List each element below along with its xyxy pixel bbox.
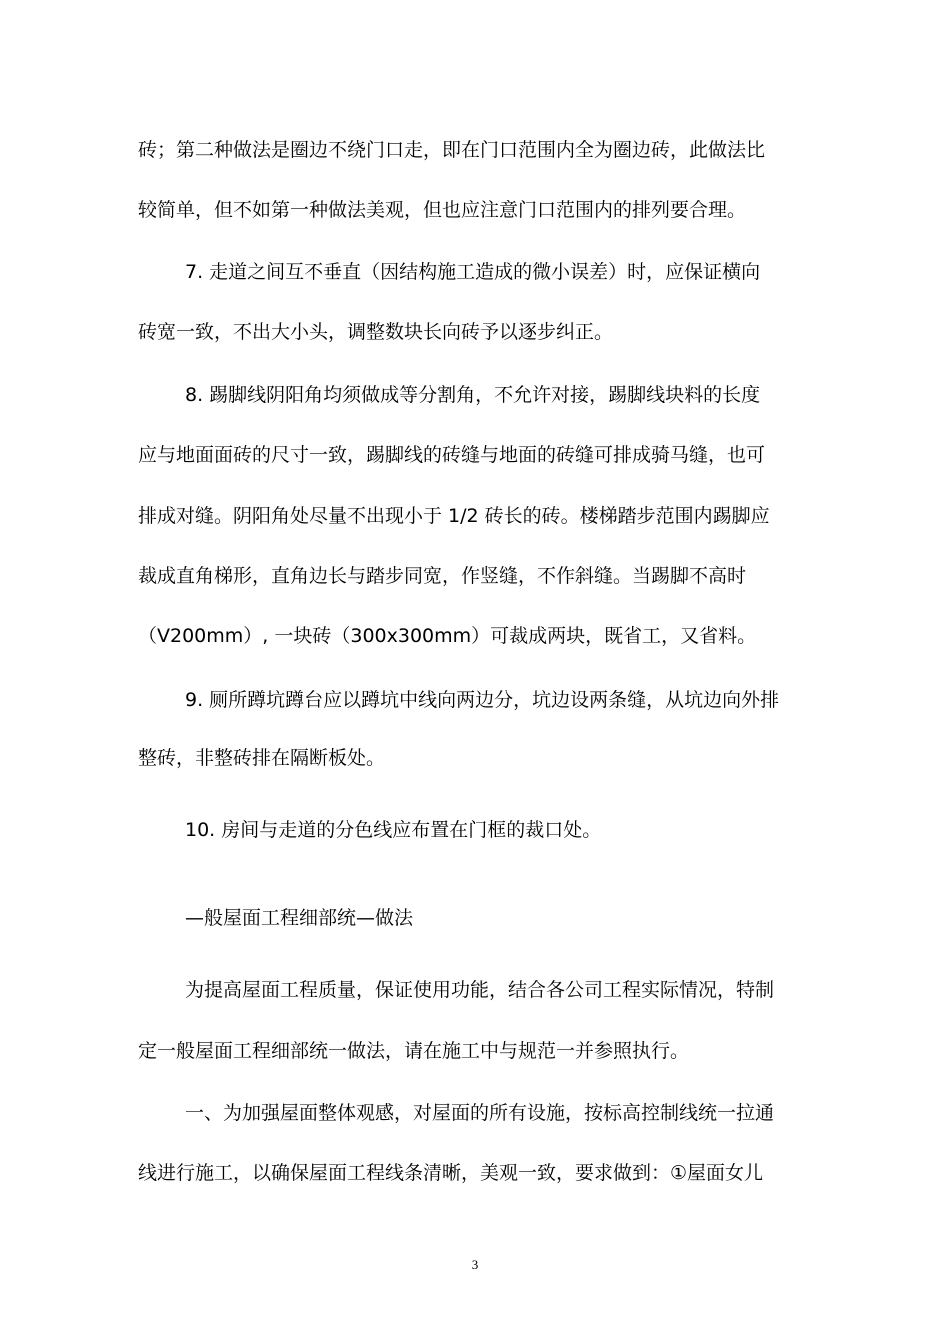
text-line: 8. 踢脚线阴阳角均须做成等分割角，不允许对接，踢脚线块料的长度: [185, 384, 761, 406]
text-line: 裁成直角梯形，直角边长与踏步同宽，作竖缝，不作斜缝。当踢脚不高时: [138, 565, 747, 587]
page-number: 3: [471, 1257, 479, 1272]
text-line: 应与地面面砖的尺寸一致，踢脚线的砖缝与地面的砖缝可排成骑马缝，也可: [138, 444, 766, 466]
text-line: 线进行施工，以确保屋面工程线条清晰，美观一致，要求做到：①屋面女儿: [138, 1162, 764, 1184]
text-line: 定一般屋面工程细部统一做法，请在施工中与规范一并参照执行。: [138, 1040, 690, 1062]
text-line: 为提高屋面工程质量，保证使用功能，结合各公司工程实际情况，特制: [185, 979, 775, 1001]
text-line: 砖宽一致，不出大小头，调整数块长向砖予以逐步纠正。: [138, 321, 614, 343]
text-line: 砖；第二种做法是圈边不绕门口走，即在门口范围内全为圈边砖，此做法比: [138, 139, 766, 161]
text-line: 一、为加强屋面整体观感，对屋面的所有设施，按标高控制线统一拉通: [185, 1102, 775, 1124]
text-line: 9. 厕所蹲坑蹲台应以蹲坑中线向两边分，坑边设两条缝，从坑边向外排: [185, 689, 780, 711]
text-line: （V200mm）, 一块砖（300x300mm）可裁成两块，既省工，又省料。: [138, 625, 757, 647]
text-line: 10. 房间与走道的分色线应布置在门框的裁口处。: [185, 819, 602, 841]
text-line: 较简单，但不如第一种做法美观，但也应注意门口范围内的排列要合理。: [138, 199, 747, 221]
text-line: 排成对缝。阴阳角处尽量不出现小于 1/2 砖长的砖。楼梯踏步范围内踢脚应: [138, 505, 770, 527]
section-heading: —般屋面工程细部统—做法: [185, 907, 414, 929]
text-line: 整砖，非整砖排在隔断板处。: [138, 747, 386, 769]
text-line: 7. 走道之间互不垂直（因结构施工造成的微小误差）时，应保证横向: [185, 261, 761, 283]
